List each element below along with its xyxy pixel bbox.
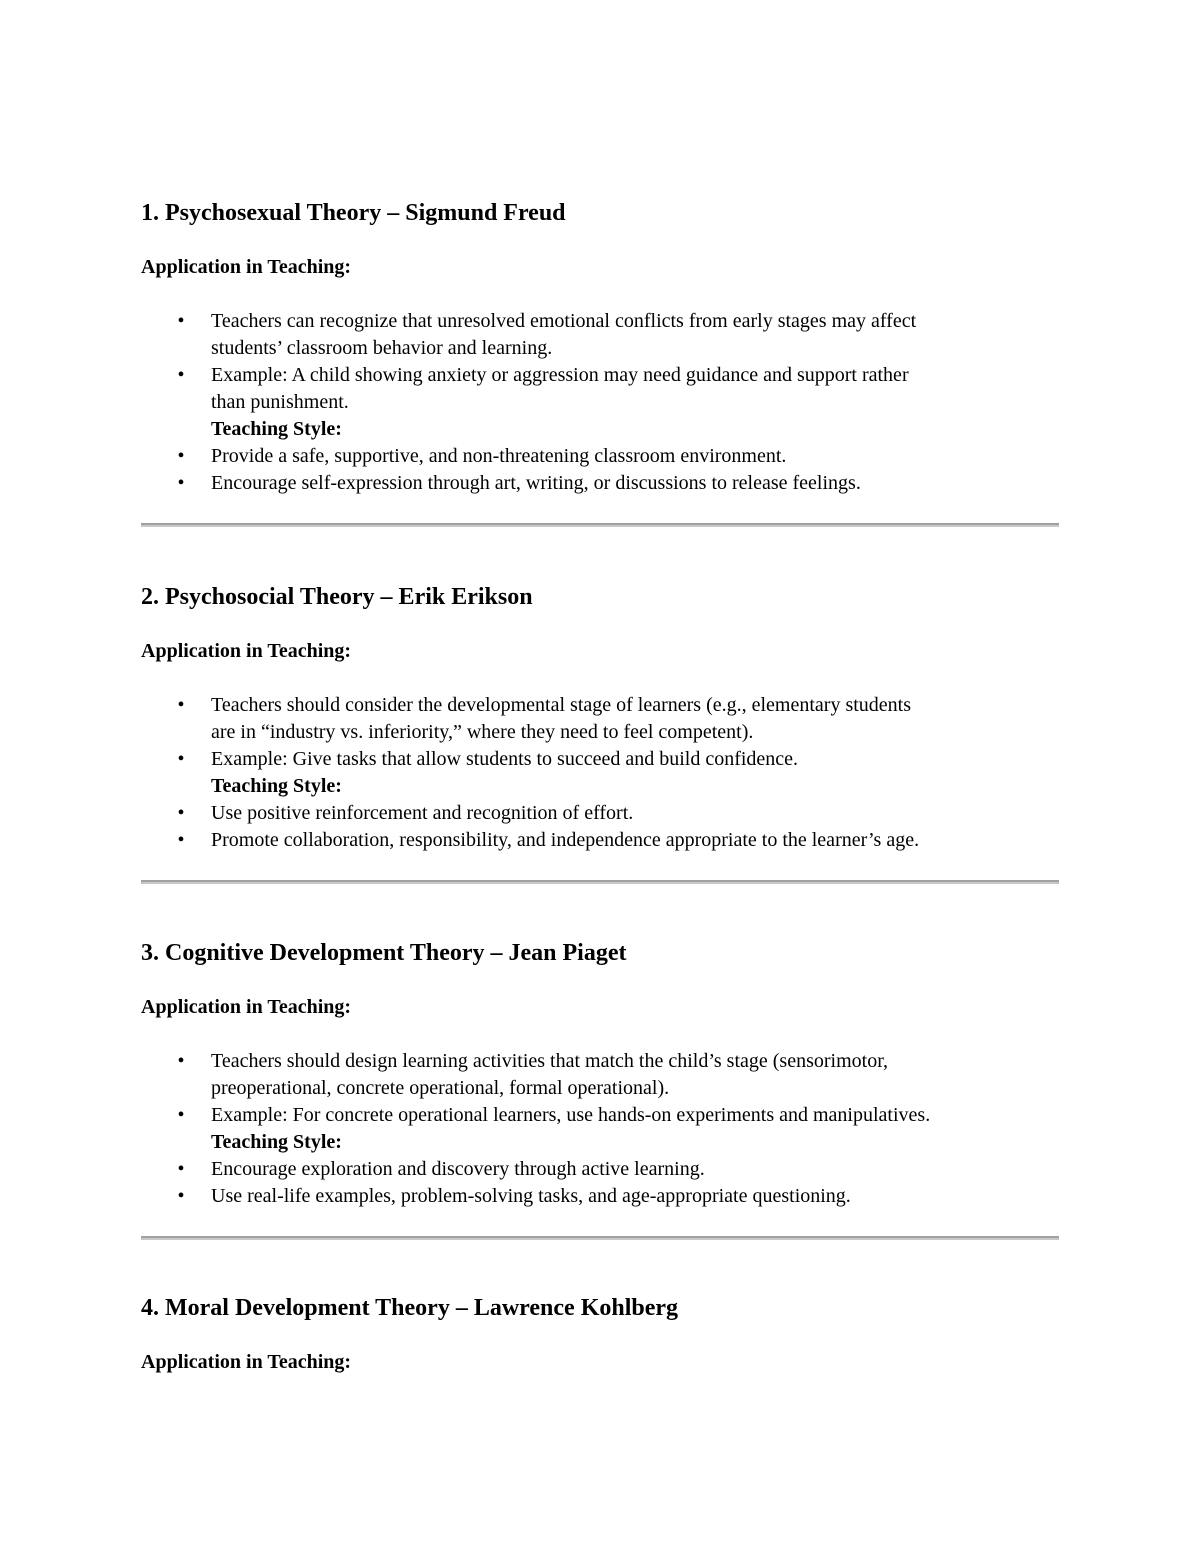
list-item [141, 827, 1059, 854]
bullet-icon: • [177, 829, 185, 851]
bullet-icon: • [177, 748, 185, 770]
section-heading: 2. Psychosocial Theory – Erik Erikson [141, 584, 533, 610]
list-item-text: preoperational, concrete operational, formal operational). [211, 1077, 670, 1099]
bullet-icon: • [177, 694, 185, 716]
list-item-text: Example: For concrete operational learners, use hands-on experiments and manipulatives. [211, 1104, 931, 1126]
list-item-text: Teachers should consider the developmental stage of learners (e.g., elementary students [211, 694, 912, 716]
bullet-icon: • [177, 802, 185, 824]
list-item-text: Example: A child showing anxiety or aggression may need guidance and support rather [211, 364, 909, 386]
list-item-text: Teachers can recognize that unresolved emotional conflicts from early stages may affect [211, 310, 917, 332]
horizontal-divider [141, 1236, 1059, 1240]
bullet-list [141, 692, 1059, 854]
list-item-text: Teachers should design learning activities that match the child’s stage (sensorimotor, [211, 1050, 889, 1072]
bullet-icon: • [177, 445, 185, 467]
application-label: Application in Teaching: [141, 1351, 352, 1373]
list-item-text: Encourage self-expression through art, writing, or discussions to release feelings. [211, 472, 861, 494]
list-item-text: students’ classroom behavior and learning. [211, 337, 553, 359]
list-item [141, 1183, 1059, 1210]
section-heading: 1. Psychosexual Theory – Sigmund Freud [141, 200, 566, 226]
list-item [141, 470, 1059, 497]
teaching-style-line [141, 773, 1059, 800]
list-item-text: than punishment. [211, 391, 349, 413]
list-item-continuation [141, 719, 1059, 746]
list-item [141, 1102, 1059, 1129]
list-item [141, 746, 1059, 773]
teaching-style-label: Teaching Style: [211, 1131, 342, 1153]
section-heading: 3. Cognitive Development Theory – Jean Piaget [141, 940, 627, 966]
list-item-continuation [141, 1075, 1059, 1102]
bullet-icon: • [177, 1104, 185, 1126]
bullet-icon: • [177, 472, 185, 494]
list-item-continuation [141, 335, 1059, 362]
list-item [141, 443, 1059, 470]
teaching-style-line [141, 416, 1059, 443]
bullet-icon: • [177, 1050, 185, 1072]
horizontal-divider [141, 880, 1059, 884]
list-item-text: Encourage exploration and discovery through active learning. [211, 1158, 705, 1180]
list-item [141, 1156, 1059, 1183]
horizontal-divider [141, 523, 1059, 527]
list-item [141, 362, 1059, 389]
list-item-continuation [141, 389, 1059, 416]
bullet-icon: • [177, 310, 185, 332]
application-label: Application in Teaching: [141, 256, 352, 278]
list-item-text: Example: Give tasks that allow students to succeed and build confidence. [211, 748, 799, 770]
application-label: Application in Teaching: [141, 996, 352, 1018]
bullet-icon: • [177, 364, 185, 386]
bullet-icon: • [177, 1158, 185, 1180]
list-item [141, 800, 1059, 827]
list-item-text: Provide a safe, supportive, and non-threatening classroom environment. [211, 445, 787, 467]
list-item [141, 692, 1059, 719]
list-item-text: Promote collaboration, responsibility, and independence appropriate to the learner’s age. [211, 829, 920, 851]
bullet-icon: • [177, 1185, 185, 1207]
list-item-text: are in “industry vs. inferiority,” where they need to feel competent). [211, 721, 754, 743]
teaching-style-line [141, 1129, 1059, 1156]
list-item [141, 1048, 1059, 1075]
application-label: Application in Teaching: [141, 640, 352, 662]
list-item-text: Use positive reinforcement and recognition of effort. [211, 802, 634, 824]
teaching-style-label: Teaching Style: [211, 418, 342, 440]
bullet-list [141, 308, 1059, 497]
teaching-style-label: Teaching Style: [211, 775, 342, 797]
section-heading: 4. Moral Development Theory – Lawrence Kohlberg [141, 1295, 679, 1321]
list-item-text: Use real-life examples, problem-solving tasks, and age-appropriate questioning. [211, 1185, 851, 1207]
list-item [141, 308, 1059, 335]
bullet-list [141, 1048, 1059, 1210]
